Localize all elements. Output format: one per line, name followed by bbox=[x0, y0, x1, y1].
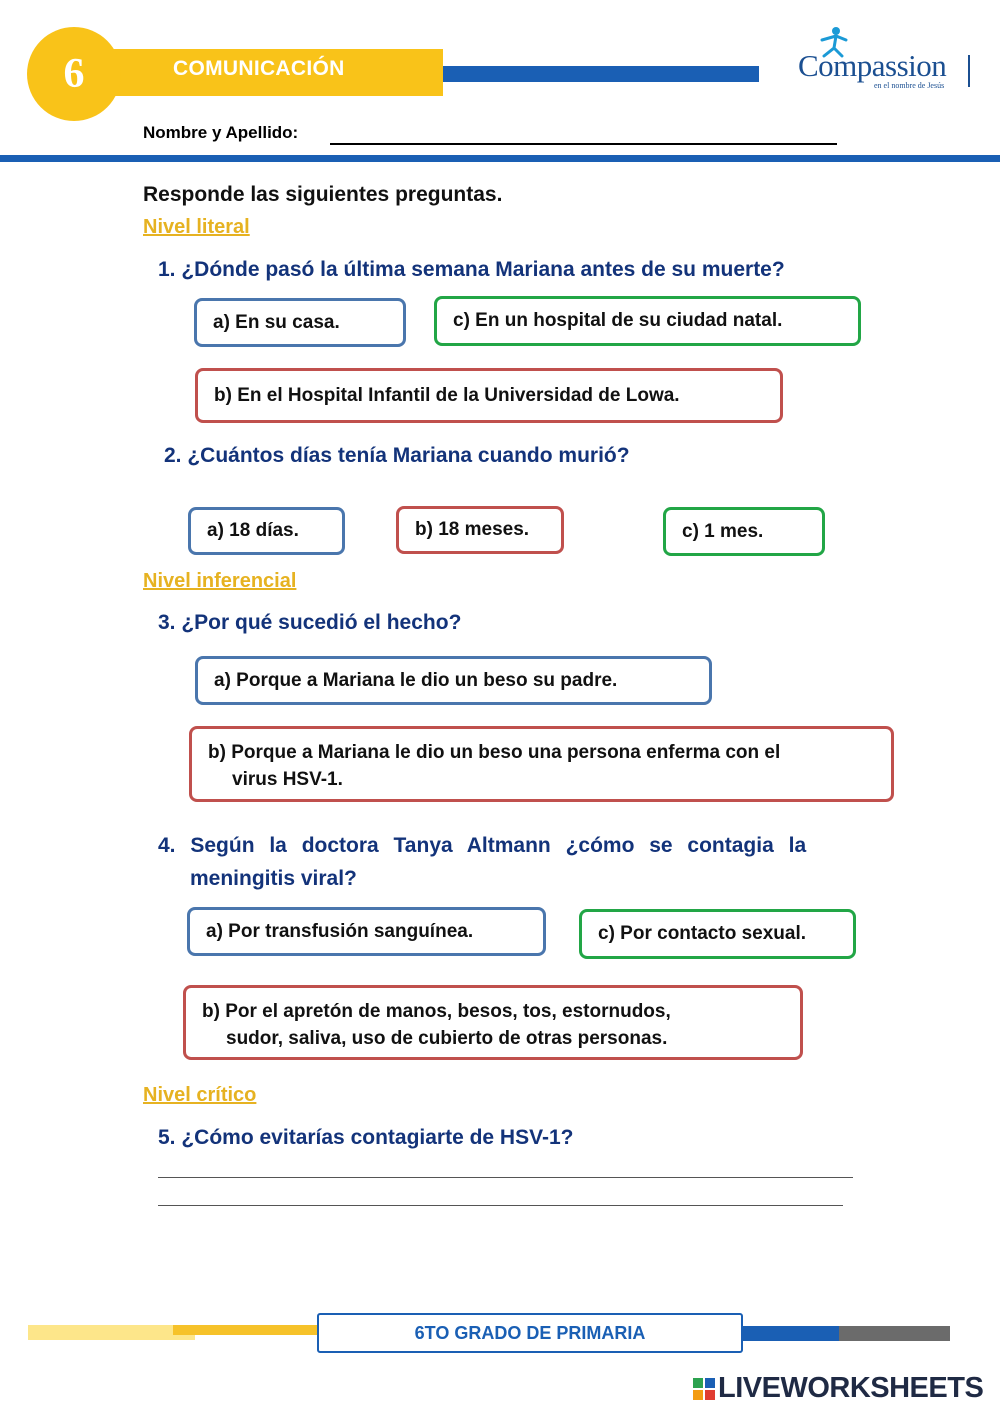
question-5: 5. ¿Cómo evitarías contagiarte de HSV-1? bbox=[158, 1126, 574, 1149]
instructions: Responde las siguientes preguntas. bbox=[143, 183, 503, 206]
level-inferencial-heading: Nivel inferencial bbox=[143, 570, 297, 592]
q4-option-b-line1: b) Por el apretón de manos, besos, tos, estornudos, bbox=[202, 1001, 671, 1022]
liveworksheets-logo-icon bbox=[693, 1378, 715, 1400]
q1-option-c[interactable]: c) En un hospital de su ciudad natal. bbox=[434, 296, 861, 346]
q5-answer-line-2[interactable] bbox=[158, 1205, 843, 1206]
question-4-line1 bbox=[158, 829, 857, 862]
logo-tagline-bottom: en el nombre de Jesús bbox=[874, 81, 945, 90]
header-rule bbox=[0, 155, 1000, 162]
question-3: 3. ¿Por qué sucedió el hecho? bbox=[158, 611, 462, 634]
footer-bar-gray bbox=[839, 1326, 950, 1341]
footer-bar-blue bbox=[743, 1326, 839, 1341]
q3-option-b[interactable] bbox=[189, 726, 894, 802]
compassion-logo: Compassion bbox=[798, 48, 947, 83]
name-label: Nombre y Apellido: bbox=[143, 123, 299, 142]
q1-option-a[interactable]: a) En su casa. bbox=[194, 298, 406, 347]
level-critico-heading: Nivel crítico bbox=[143, 1084, 257, 1106]
q4-option-c[interactable]: c) Por contacto sexual. bbox=[579, 909, 856, 959]
footer-bar-yellow bbox=[173, 1325, 318, 1335]
grade-badge: 6 bbox=[27, 27, 121, 121]
q3-option-a[interactable]: a) Porque a Mariana le dio un beso su padre. bbox=[195, 656, 712, 705]
q4-option-b-line2: sudor, saliva, uso de cubierto de otras personas. bbox=[226, 1028, 668, 1049]
question-4 bbox=[158, 829, 857, 895]
logo-divider bbox=[968, 55, 970, 87]
question-4-text-line1: 4. Según la doctora Tanya Altmann ¿cómo se contagia la bbox=[158, 834, 807, 857]
question-2: 2. ¿Cuántos días tenía Mariana cuando murió? bbox=[164, 444, 630, 467]
footer-bar-light-yellow bbox=[28, 1325, 195, 1340]
liveworksheets-brand[interactable]: LIVEWORKSHEETS bbox=[718, 1372, 984, 1404]
question-1: 1. ¿Dónde pasó la última semana Mariana antes de su muerte? bbox=[158, 258, 785, 281]
q2-option-a[interactable]: a) 18 días. bbox=[188, 507, 345, 555]
footer-grade-label: 6TO GRADO DE PRIMARIA bbox=[317, 1313, 743, 1353]
header-blue-bar bbox=[443, 66, 759, 82]
q3-option-b-line2: virus HSV-1. bbox=[232, 769, 343, 790]
q1-option-b[interactable]: b) En el Hospital Infantil de la Universidad de Lowa. bbox=[195, 368, 783, 423]
q5-answer-line-1[interactable] bbox=[158, 1177, 853, 1178]
level-literal-heading: Nivel literal bbox=[143, 216, 250, 238]
q4-option-a[interactable]: a) Por transfusión sanguínea. bbox=[187, 907, 546, 956]
q3-option-b-line1: b) Porque a Mariana le dio un beso una persona enferma con el bbox=[208, 742, 781, 763]
subject-title: COMUNICACIÓN bbox=[173, 57, 345, 80]
q4-option-b[interactable] bbox=[183, 985, 803, 1060]
name-input-line[interactable] bbox=[330, 143, 837, 145]
q2-option-b[interactable]: b) 18 meses. bbox=[396, 506, 564, 554]
question-4-text-line2: meningitis viral? bbox=[190, 867, 357, 890]
q2-option-c[interactable]: c) 1 mes. bbox=[663, 507, 825, 556]
